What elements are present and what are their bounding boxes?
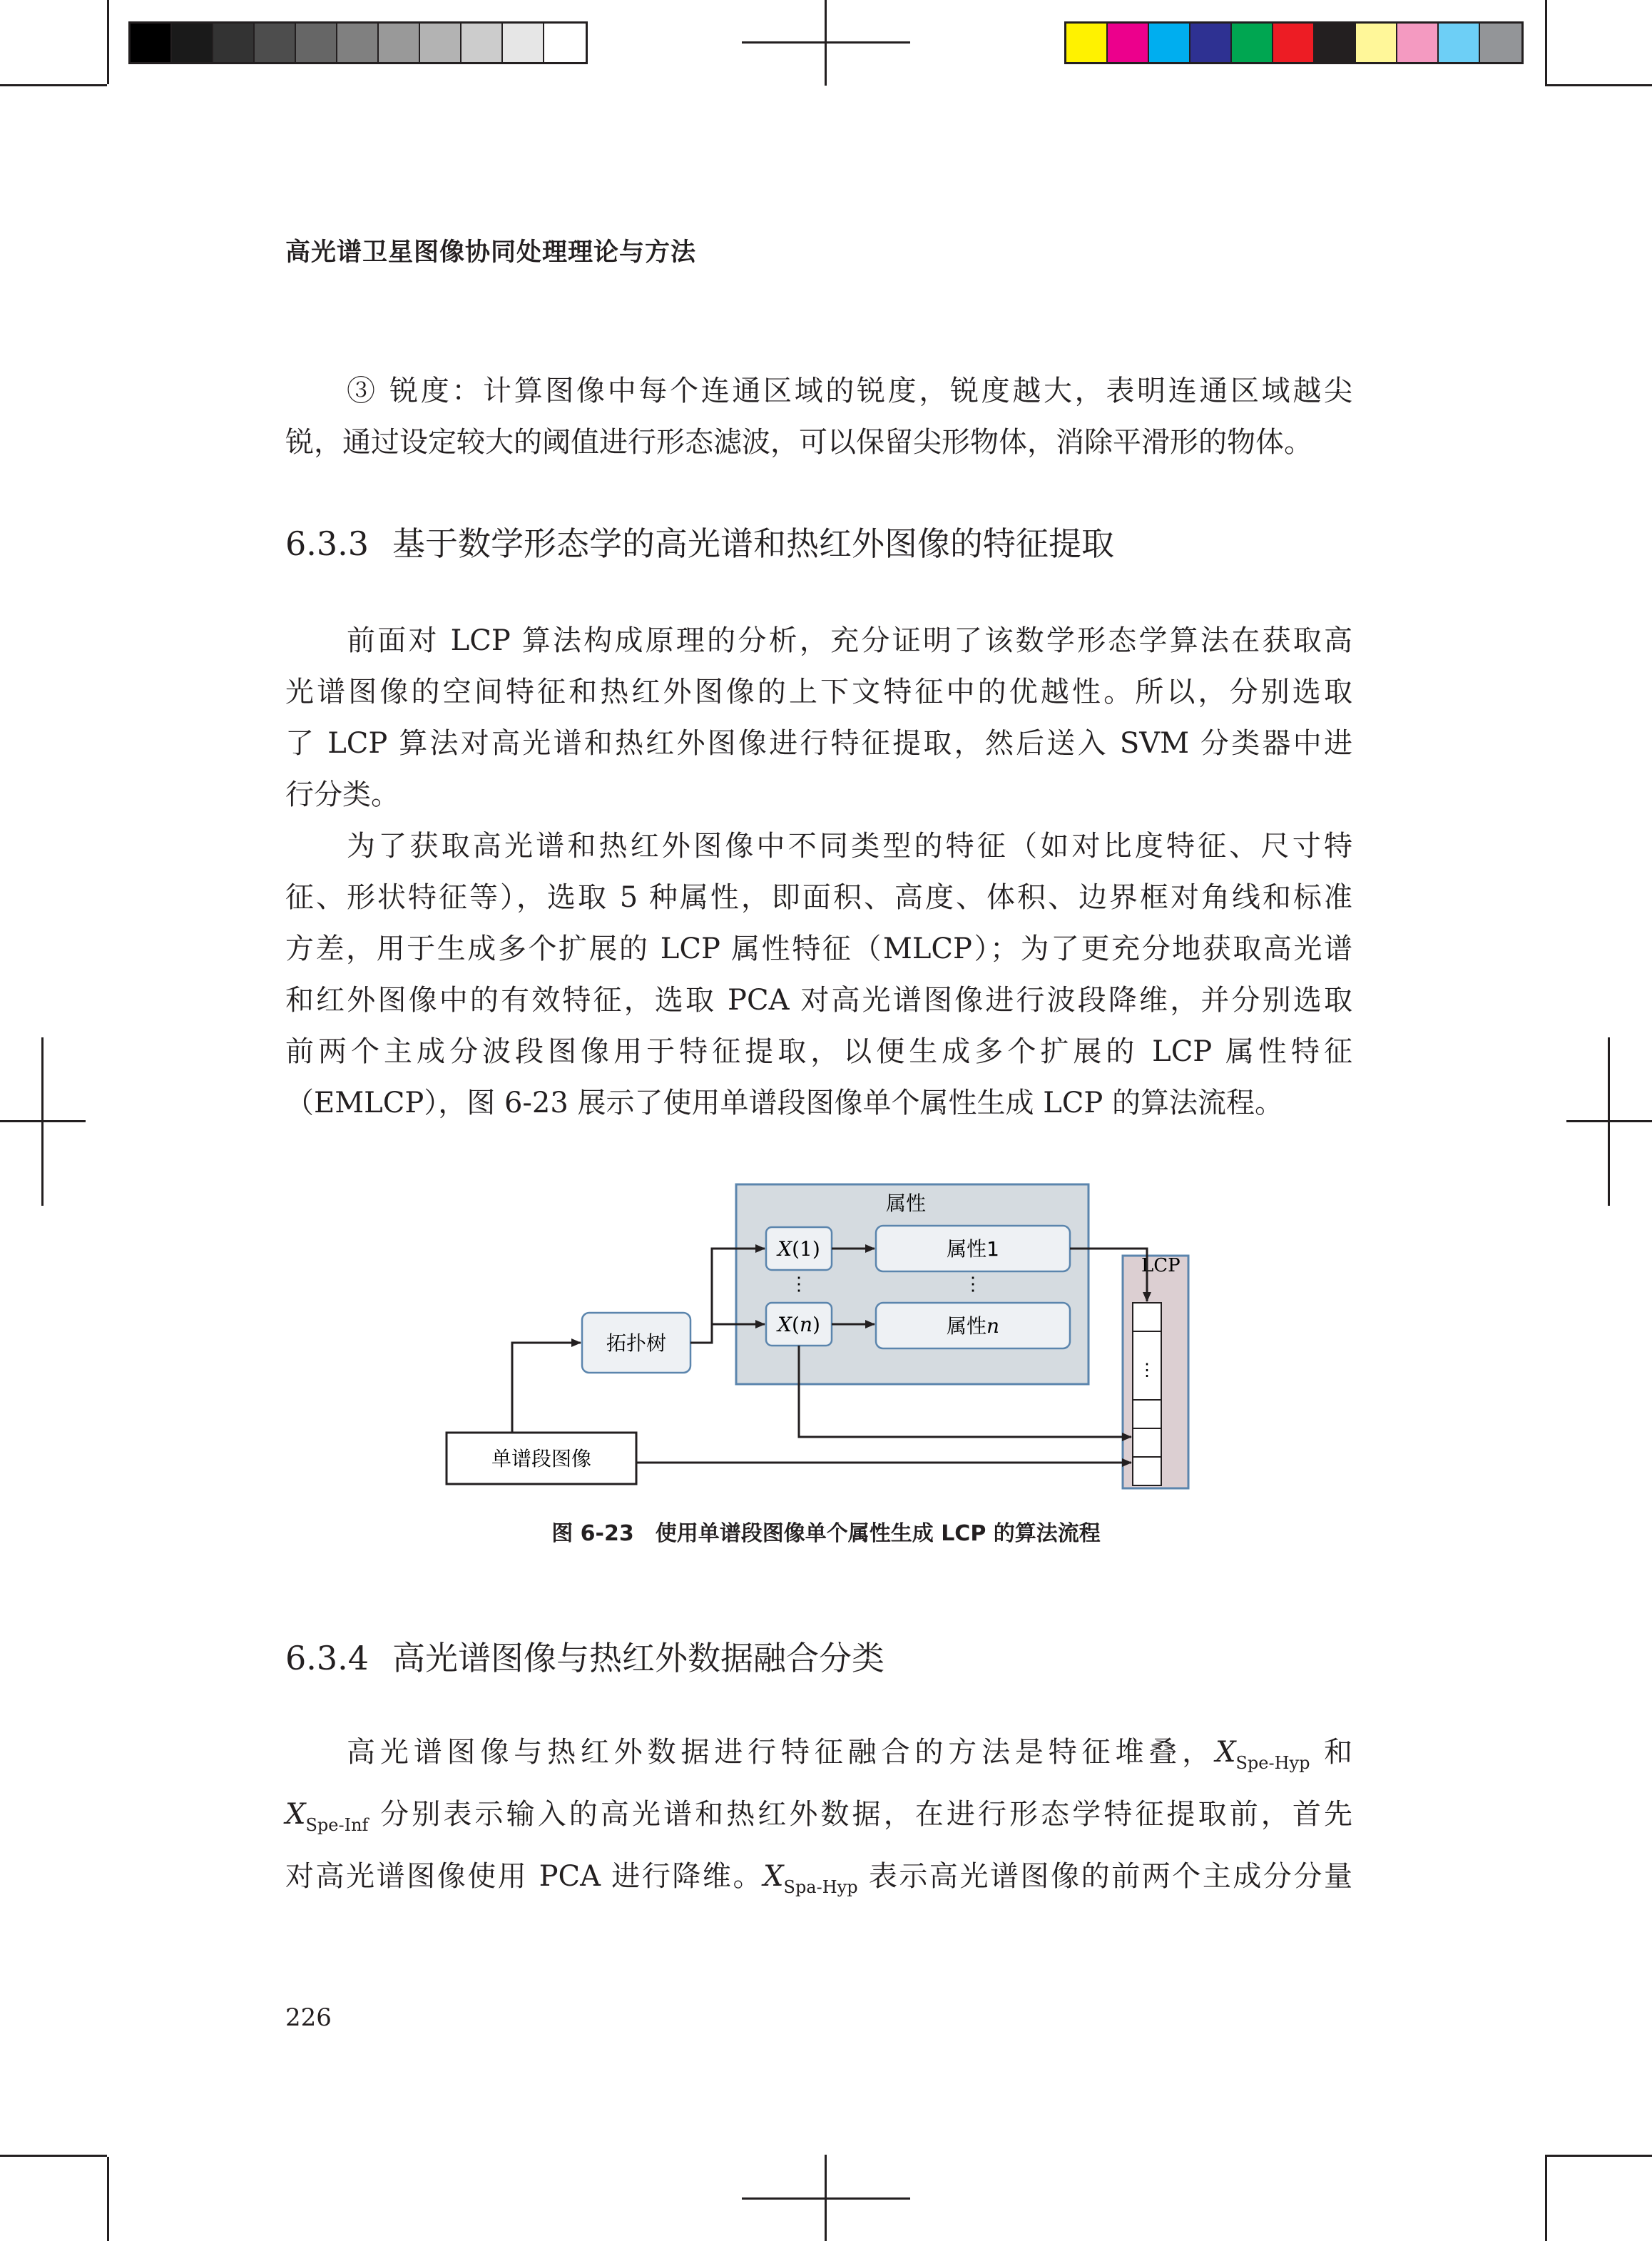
section-heading-6-3-4	[285, 1632, 884, 1680]
section-number: 6.3.4	[285, 1639, 369, 1677]
color-swatch	[1149, 24, 1190, 62]
single-band-image-label: 单谱段图像	[491, 1447, 592, 1470]
color-swatch	[337, 24, 379, 62]
color-swatch	[1439, 24, 1480, 62]
text-line: 方差，用于生成多个扩展的 LCP 属性特征（MLCP）；为了更充分地获取高光谱	[285, 933, 1352, 965]
crop-mark	[107, 2157, 109, 2241]
color-swatch	[1066, 24, 1108, 62]
color-swatch	[1480, 24, 1521, 62]
text-line: 征、形状特征等），选取 5 种属性，即面积、高度、体积、边界框对角线和标准	[285, 881, 1352, 914]
paragraph	[285, 1727, 1352, 1913]
crop-mark	[0, 2155, 107, 2157]
paragraph	[285, 615, 1352, 1129]
process-color-bar	[1064, 21, 1524, 64]
text-line: （EMLCP），图 6-23 展示了使用单谱段图像单个属性生成 LCP 的算法流程。	[285, 1087, 1284, 1119]
vertical-ellipsis: ⋮	[964, 1274, 982, 1295]
text-line: 对高光谱图像使用 PCA 进行降维。$X_{Spa-Hyp}$ 表示高光谱图像的前两个主成分分量	[285, 1860, 1353, 1897]
color-swatch	[1315, 24, 1356, 62]
text-line: 了 LCP 算法对高光谱和热红外图像进行特征提取，然后送入 SVM 分类器中进	[285, 727, 1352, 760]
text-line: 前两个主成分波段图像用于特征提取，以便生成多个扩展的 LCP 属性特征	[285, 1035, 1352, 1068]
attribute-n-label: 属性n	[946, 1314, 1000, 1338]
crop-mark	[1545, 2155, 1652, 2157]
section-number: 6.3.3	[285, 524, 369, 563]
lcp-cell	[1133, 1400, 1161, 1428]
vertical-ellipsis: ⋮	[1138, 1360, 1156, 1380]
crop-mark	[107, 0, 109, 84]
section-heading-6-3-3	[285, 518, 1114, 565]
color-swatch	[379, 24, 420, 62]
text-line: 前面对 LCP 算法构成原理的分析，充分证明了该数学形态学算法在获取高	[347, 624, 1352, 657]
text-line: 和红外图像中的有效特征，选取 PCA 对高光谱图像进行波段降维，并分别选取	[285, 984, 1352, 1017]
intro-paragraph	[285, 365, 1352, 468]
color-swatch	[420, 24, 462, 62]
color-swatch	[296, 24, 337, 62]
crop-mark	[1545, 2157, 1547, 2241]
running-header: 高光谱卫星图像协同处理理论与方法	[285, 238, 697, 267]
attribute-1-label: 属性1	[947, 1237, 999, 1261]
text-line: $X_{Spe-Inf}$ 分别表示输入的高光谱和热红外数据，在进行形态学特征提取前，首先	[285, 1798, 1352, 1835]
lcp-cell	[1133, 1303, 1161, 1331]
registration-mark	[742, 41, 910, 44]
registration-mark	[41, 1037, 44, 1206]
color-swatch	[462, 24, 503, 62]
text-line: 锐，通过设定较大的阈值进行形态滤波，可以保留尖形物体，消除平滑形的物体。	[285, 426, 1312, 459]
text-line: 光谱图像的空间特征和热红外图像的上下文特征中的优越性。所以，分别选取	[285, 676, 1352, 708]
color-swatch	[1397, 24, 1439, 62]
xn-label: X(n)	[777, 1313, 820, 1336]
text-line: ③ 锐度：计算图像中每个连通区域的锐度，锐度越大，表明连通区域越尖	[347, 375, 1352, 407]
color-swatch	[131, 24, 172, 62]
text-line: 行分类。	[285, 778, 399, 811]
page-number: 226	[285, 2003, 332, 2032]
color-swatch	[1190, 24, 1232, 62]
color-swatch	[503, 24, 544, 62]
color-swatch	[1108, 24, 1149, 62]
lcp-cell	[1133, 1428, 1161, 1457]
flowchart-figure	[442, 1182, 1198, 1495]
color-swatch	[1356, 24, 1397, 62]
registration-mark	[742, 2197, 910, 2200]
lcp-cell	[1133, 1457, 1161, 1485]
crop-mark	[1545, 0, 1547, 84]
lcp-label: LCP	[1141, 1255, 1181, 1276]
color-swatch	[544, 24, 586, 62]
x1-label: X(1)	[777, 1237, 820, 1261]
attribute-group-label: 属性	[885, 1191, 927, 1215]
section-title: 高光谱图像与热红外数据融合分类	[392, 1639, 884, 1677]
color-swatch	[213, 24, 255, 62]
color-swatch	[255, 24, 296, 62]
flowchart-svg	[442, 1182, 1198, 1495]
section-title: 基于数学形态学的高光谱和热红外图像的特征提取	[392, 524, 1114, 563]
figure-caption: 图 6-23 使用单谱段图像单个属性生成 LCP 的算法流程	[551, 1521, 1101, 1546]
text-line: 高光谱图像与热红外数据进行特征融合的方法是特征堆叠，$X_{Spe-Hyp}$ 和	[347, 1736, 1352, 1773]
crop-mark	[0, 84, 107, 86]
registration-mark	[1608, 1037, 1610, 1206]
grayscale-color-bar	[128, 21, 588, 64]
text-line: 为了获取高光谱和热红外图像中不同类型的特征（如对比度特征、尺寸特	[347, 830, 1352, 863]
topology-tree-label: 拓扑树	[606, 1331, 667, 1355]
color-swatch	[172, 24, 213, 62]
crop-mark	[1545, 84, 1652, 86]
color-swatch	[1273, 24, 1315, 62]
arrow-image-to-tree	[512, 1343, 581, 1433]
color-swatch	[1232, 24, 1273, 62]
vertical-ellipsis: ⋮	[790, 1274, 808, 1295]
